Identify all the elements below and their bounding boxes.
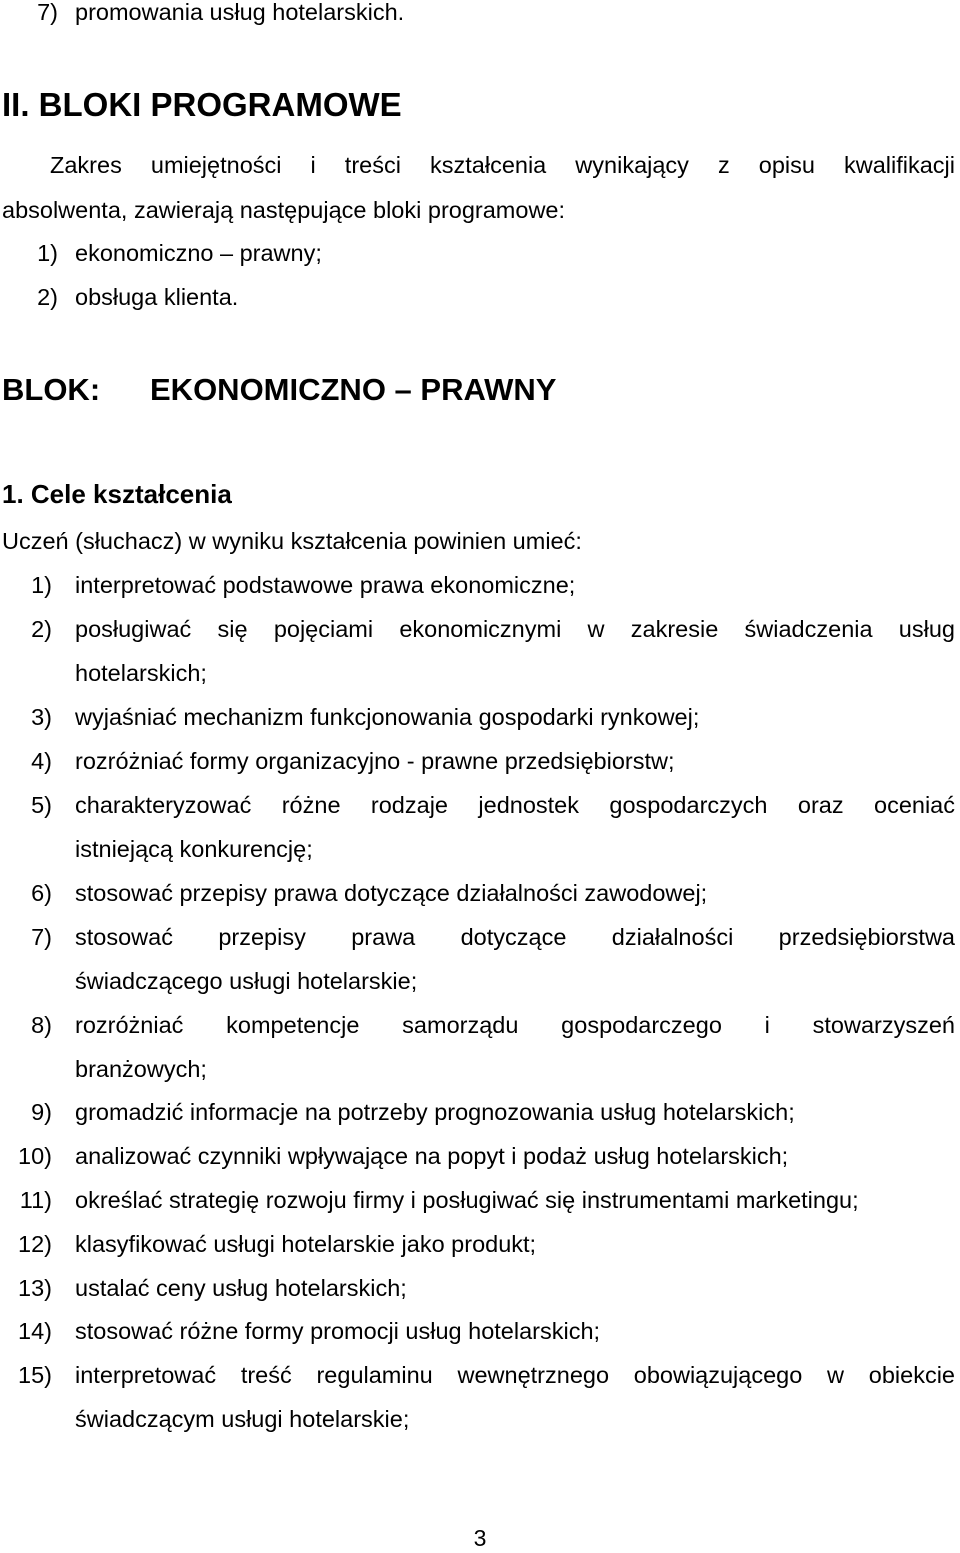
block-item-text: obsługa klienta.	[75, 284, 239, 310]
goal-text: rozróżniać formy organizacyjno - prawne przedsiębiorstw;	[75, 748, 675, 774]
goal-number: 15)	[18, 1362, 52, 1388]
goal-text: posługiwać się pojęciami ekonomicznymi w zakresie świadczenia usług	[75, 616, 955, 642]
goal-number: 10)	[18, 1143, 52, 1169]
goal-number: 5)	[31, 792, 52, 818]
goal-text: charakteryzować różne rodzaje jednostek gospodarczych oraz oceniać	[75, 792, 955, 818]
goal-number: 13)	[18, 1275, 52, 1301]
goal-text: interpretować treść regulaminu wewnętrznego obowiązującego w obiekcie	[75, 1362, 955, 1388]
goal-number: 6)	[31, 880, 52, 906]
section-intro-line2: absolwenta, zawierają następujące bloki programowe:	[2, 197, 566, 223]
goal-number: 4)	[31, 748, 52, 774]
goal-number: 2)	[31, 616, 52, 642]
goal-number: 9)	[31, 1099, 52, 1125]
goal-text-continued: świadczącego usługi hotelarskie;	[75, 968, 418, 994]
goal-text: określać strategię rozwoju firmy i posługiwać się instrumentami marketingu;	[75, 1187, 859, 1213]
goal-text: wyjaśniać mechanizm funkcjonowania gospodarki rynkowej;	[75, 704, 700, 730]
page-number: 3	[473, 1525, 487, 1551]
goal-text: gromadzić informacje na potrzeby prognozowania usług hotelarskich;	[75, 1099, 795, 1125]
block-heading-label: BLOK:	[2, 372, 101, 407]
goal-text: stosować różne formy promocji usług hotelarskich;	[75, 1318, 601, 1344]
goal-number: 11)	[19, 1187, 52, 1213]
goal-text: stosować przepisy prawa dotyczące działalności przedsiębiorstwa	[75, 924, 955, 950]
block-item-number: 1)	[37, 240, 58, 266]
goal-text: analizować czynniki wpływające na popyt i podaż usług hotelarskich;	[75, 1143, 789, 1169]
section-title: II. BLOKI PROGRAMOWE	[2, 86, 402, 123]
block-item-text: ekonomiczno – prawny;	[75, 240, 322, 266]
goal-number: 12)	[18, 1231, 52, 1257]
goal-text: stosować przepisy prawa dotyczące działalności zawodowej;	[75, 880, 708, 906]
block-item-number: 2)	[37, 284, 58, 310]
top-item-number: 7)	[37, 0, 58, 25]
goal-text: ustalać ceny usług hotelarskich;	[75, 1275, 407, 1301]
goal-number: 3)	[31, 704, 52, 730]
goal-number: 7)	[31, 924, 52, 950]
goal-text: interpretować podstawowe prawa ekonomiczne;	[75, 572, 576, 598]
goal-text-continued: branżowych;	[75, 1056, 207, 1082]
goal-text-continued: świadczącym usługi hotelarskie;	[75, 1406, 410, 1432]
section-intro-line1: Zakres umiejętności i treści kształcenia wynikający z opisu kwalifikacji	[50, 152, 955, 178]
goal-text: klasyfikować usługi hotelarskie jako produkt;	[75, 1231, 537, 1257]
goal-text-continued: istniejącą konkurencję;	[75, 836, 313, 862]
goal-text-continued: hotelarskich;	[75, 660, 207, 686]
goal-number: 1)	[31, 572, 52, 598]
block-heading-name: EKONOMICZNO – PRAWNY	[150, 372, 557, 407]
top-item-text: promowania usług hotelarskich.	[75, 0, 405, 25]
goal-text: rozróżniać kompetencje samorządu gospodarczego i stowarzyszeń	[75, 1012, 955, 1038]
goal-number: 14)	[18, 1318, 52, 1344]
goals-intro: Uczeń (słuchacz) w wyniku kształcenia powinien umieć:	[2, 528, 582, 554]
goals-title: 1. Cele kształcenia	[2, 479, 232, 509]
goal-number: 8)	[31, 1012, 52, 1038]
